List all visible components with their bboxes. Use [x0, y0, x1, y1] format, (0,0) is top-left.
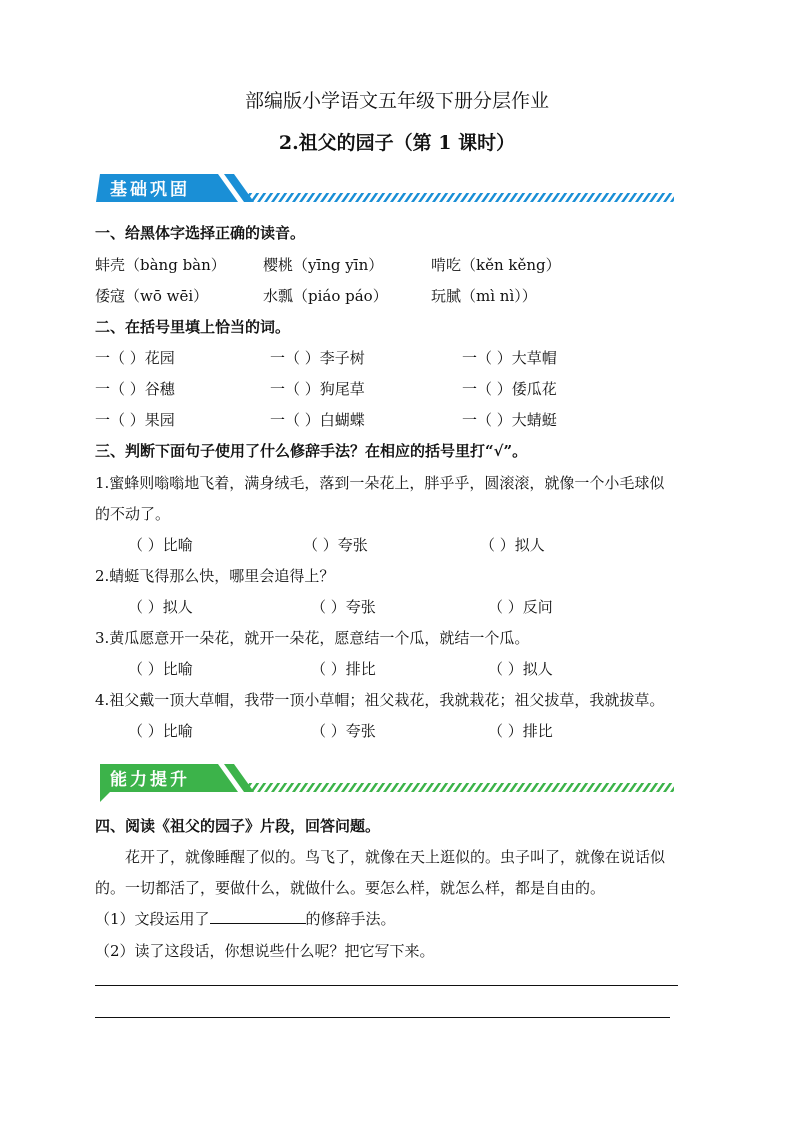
section-banner-basic — [96, 172, 676, 206]
q1-item-6: 玩腻（mì nì）） — [431, 287, 537, 305]
q2-title: 二、在括号里填上恰当的词。 — [95, 318, 291, 336]
q3-title: 三、判断下面句子使用了什么修辞手法？在相应的括号里打“√”。 — [95, 442, 528, 460]
page-title: 部编版小学语文五年级下册分层作业 — [244, 90, 549, 112]
q4-title: 四、阅读《祖父的园子》片段，回答问题。 — [95, 817, 381, 835]
q1-item-4: 倭寇（wō wēi） — [95, 287, 209, 305]
q1-item-3: 啃吃（kěn kěng） — [431, 256, 561, 274]
lesson-title: 2.祖父的园子（第 1 课时） — [278, 132, 516, 154]
q1-item-5: 水瓢（piáo páo） — [263, 287, 388, 305]
q4-passage-line-2: 的。一切都活了，要做什么，就做什么。要怎么样，就怎么样，都是自由的。 — [95, 879, 606, 897]
q3-sentence-4: 4.祖父戴一顶大草帽，我带一顶小草帽；祖父栽花，我就栽花；祖父拔草，我就拔草。 — [95, 691, 665, 709]
q3-1-option-1: （ ）比喻 — [128, 536, 193, 554]
q3-2-option-1: （ ）拟人 — [128, 598, 193, 616]
q2-item-5: 一（ ）狗尾草 — [270, 380, 365, 398]
q3-1-option-3: （ ）拟人 — [480, 536, 545, 554]
q2-item-8: 一（ ）白蝴蝶 — [270, 411, 365, 429]
q2-item-2: 一（ ）李子树 — [270, 349, 365, 367]
q2-item-6: 一（ ）倭瓜花 — [462, 380, 557, 398]
section-banner-advanced — [96, 762, 676, 796]
q2-item-3: 一（ ）大草帽 — [462, 349, 557, 367]
q1-title: 一、给黑体字选择正确的读音。 — [95, 224, 306, 242]
q3-2-option-3: （ ）反问 — [488, 598, 553, 616]
q4-sub1-prefix: （1）文段运用了 — [95, 910, 210, 928]
q1-item-1: 蚌壳（bàng bàn） — [95, 256, 226, 274]
q4-sub1-suffix: 的修辞手法。 — [305, 910, 396, 928]
q3-4-option-3: （ ）排比 — [488, 722, 553, 740]
q3-2-option-2: （ ）夸张 — [311, 598, 376, 616]
q3-3-option-1: （ ）比喻 — [128, 660, 193, 678]
q4-sub1-blank[interactable] — [210, 909, 306, 924]
q2-item-7: 一（ ）果园 — [95, 411, 175, 429]
q4-passage-line-1: 花开了，就像睡醒了似的。鸟飞了，就像在天上逛似的。虫子叫了，就像在说话似 — [125, 848, 666, 866]
q3-sentence-1a: 1.蜜蜂则嗡嗡地飞着，满身绒毛，落到一朵花上，胖乎乎，圆滚滚，就像一个小毛球似 — [95, 474, 665, 492]
q3-1-option-2: （ ）夸张 — [303, 536, 368, 554]
q2-item-4: 一（ ）谷穗 — [95, 380, 175, 398]
q3-sentence-3: 3.黄瓜愿意开一朵花，就开一朵花，愿意结一个瓜，就结一个瓜。 — [95, 629, 530, 647]
q2-item-1: 一（ ）花园 — [95, 349, 175, 367]
answer-line-1[interactable] — [95, 985, 678, 986]
q3-3-option-2: （ ）排比 — [311, 660, 376, 678]
answer-line-2[interactable] — [95, 1017, 670, 1018]
banner-basic-label: 基础巩固 — [110, 180, 190, 200]
q3-4-option-1: （ ）比喻 — [128, 722, 193, 740]
banner-advanced-label: 能力提升 — [110, 770, 190, 790]
q3-3-option-3: （ ）拟人 — [488, 660, 553, 678]
q2-item-9: 一（ ）大蜻蜓 — [462, 411, 557, 429]
q4-sub-question-1 — [95, 908, 396, 929]
q3-sentence-2: 2.蜻蜓飞得那么快，哪里会追得上？ — [95, 567, 335, 585]
q1-item-2: 樱桃（yīng yīn） — [263, 256, 384, 274]
q3-4-option-2: （ ）夸张 — [311, 722, 376, 740]
q3-sentence-1b: 的不动了。 — [95, 505, 171, 523]
q4-sub-question-2: （2）读了这段话，你想说些什么呢？把它写下来。 — [95, 942, 435, 960]
